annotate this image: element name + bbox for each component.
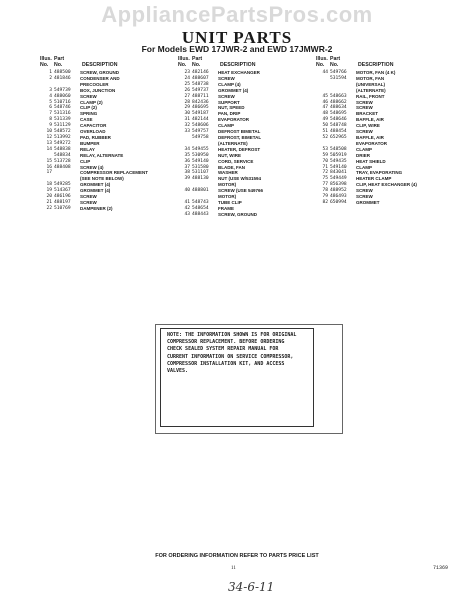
part-description: NUT (USE W/531594: [218, 176, 262, 182]
part-description: BLADE, FAN: [218, 164, 245, 170]
part-description: NUT, SPEED: [218, 105, 245, 111]
part-description: GROMMET (4): [80, 182, 111, 188]
part-description: HEATER, DEFROST: [218, 146, 261, 152]
part-number: 549435: [330, 158, 347, 164]
illus-number: 52: [322, 134, 328, 140]
part-number: 486196: [54, 194, 71, 200]
illus-number: 35: [184, 152, 190, 158]
document-code: 71369: [433, 565, 449, 571]
note-frame: [155, 324, 343, 434]
illus-number: 24: [184, 75, 190, 81]
part-number: 548838: [54, 146, 71, 152]
part-description: WASHER: [218, 170, 238, 176]
illus-number: 22: [46, 205, 52, 211]
part-number: 481846: [54, 75, 71, 81]
illus-number: 32: [184, 123, 190, 129]
illus-number: 46: [322, 99, 328, 105]
part-description: (ALTERNATE): [218, 140, 248, 146]
part-description: MOTOR): [218, 182, 237, 188]
part-number: 650994: [330, 199, 347, 205]
part-description: CONDENSER AND: [80, 75, 120, 81]
part-number: 548746: [54, 105, 71, 111]
header-part: Part: [192, 56, 203, 62]
header-no: No.: [178, 62, 187, 69]
header-description: DESCRIPTION: [82, 62, 118, 69]
part-number: 548654: [192, 205, 209, 211]
illus-number: 50: [322, 123, 328, 129]
part-number: 482146: [192, 70, 209, 75]
note-line: VALVES.: [167, 368, 189, 375]
part-description: CORD, SERVICE: [218, 158, 254, 164]
illus-number: 5: [49, 99, 52, 105]
illus-number: 33: [184, 129, 190, 135]
part-number: 488454: [330, 129, 347, 135]
part-description: DAMPENER (2): [80, 205, 113, 211]
part-number: 549140: [330, 164, 347, 170]
part-number: 488130: [192, 176, 209, 182]
part-number: 488662: [330, 99, 347, 105]
part-number: 549272: [54, 140, 71, 146]
part-number: 488634: [330, 105, 347, 111]
part-number: 488607: [192, 75, 209, 81]
part-description: BAFFLE, AIR: [356, 117, 384, 123]
parts-column-1: [40, 56, 190, 212]
parts-column-3: [316, 56, 466, 206]
part-description: CLIP (2): [80, 105, 97, 111]
illus-number: 15: [46, 158, 52, 164]
part-description: CAPACITOR: [80, 123, 107, 129]
part-number: 842436: [192, 99, 209, 105]
part-description: GROMMET: [356, 199, 380, 205]
illus-number: 31: [184, 117, 190, 123]
part-number: 548834: [54, 152, 71, 158]
part-description: (UNIVERSAL): [356, 81, 385, 87]
part-number: 531129: [54, 123, 71, 129]
part-description: DEFROST BIMETAL: [218, 129, 261, 135]
part-number: 549187: [192, 111, 209, 117]
page-number: 11: [231, 566, 236, 571]
illus-number: 29: [184, 105, 190, 111]
part-number: 549285: [54, 182, 71, 188]
part-number: 548663: [330, 93, 347, 99]
part-number: 488711: [192, 93, 209, 99]
illus-number: 23: [184, 70, 190, 75]
part-description: SCREW (USE 549766: [218, 188, 264, 194]
part-description: SCREW: [80, 199, 97, 205]
illus-number: 27: [184, 93, 190, 99]
parts-column-2: [178, 56, 328, 218]
column-header: [316, 56, 466, 70]
part-description: SCREW: [80, 194, 97, 200]
note-line: CURRENT INFORMATION ON SERVICE COMPRESSOR,: [167, 353, 294, 360]
ordering-footer: FOR ORDERING INFORMATION REFER TO PARTS PRICE LIST: [155, 553, 319, 559]
illus-number: 79: [322, 194, 328, 200]
part-description: BOX, JUNCTION: [80, 87, 116, 93]
part-number: 548508: [330, 146, 347, 152]
part-description: SCREW, GROUND: [218, 211, 258, 217]
part-number: 549455: [192, 146, 209, 152]
part-number: 549449: [330, 176, 347, 182]
part-description: SCREW: [80, 93, 97, 99]
illus-number: 42: [184, 205, 190, 211]
part-number: 488500: [54, 70, 71, 75]
part-description: SCREW: [356, 99, 373, 105]
illus-number: 82: [322, 199, 328, 205]
part-number: 488408: [54, 164, 71, 170]
header-part: Part: [330, 56, 341, 62]
illus-number: 47: [322, 105, 328, 111]
part-description: RELAY, ALTERNATE: [80, 152, 124, 158]
note-line: COMPRESSOR REPLACEMENT. BEFORE ORDERING: [167, 339, 285, 346]
illus-number: 48: [322, 111, 328, 117]
part-number: 488952: [330, 188, 347, 194]
illus-number: 7: [49, 111, 52, 117]
part-number: 488060: [54, 93, 71, 99]
part-number: 549758: [192, 134, 209, 140]
column-header: [40, 56, 190, 70]
part-number: 488443: [192, 211, 209, 217]
page-subtitle: For Models EWD 17JWR-2 and EWD 17JMWR-2: [141, 44, 333, 54]
part-number: 488197: [54, 199, 71, 205]
illus-number: 37: [184, 164, 190, 170]
illus-number: 28: [184, 99, 190, 105]
part-number: 513728: [54, 158, 71, 164]
illus-number: 10: [46, 129, 52, 135]
illus-number: 12: [46, 134, 52, 140]
part-row: [40, 206, 190, 212]
part-description: EVAPORATOR: [356, 140, 388, 146]
part-description: SCREW: [218, 75, 235, 81]
illus-number: 59: [322, 152, 328, 158]
part-number: 513992: [54, 134, 71, 140]
part-description: PRECOOLER: [80, 81, 109, 87]
part-description: COMPRESSOR REPLACEMENT: [80, 170, 149, 176]
part-number: 486493: [330, 194, 347, 200]
part-number: 548646: [330, 117, 347, 123]
illus-number: 26: [184, 87, 190, 93]
illus-number: 17: [46, 170, 52, 176]
illus-number: 51: [322, 129, 328, 135]
part-description: CASE: [80, 117, 93, 123]
part-description: CLAMP (2): [80, 99, 103, 105]
part-description: PAD, RUBBER: [80, 134, 111, 140]
part-description: BAFFLE, AIR: [356, 134, 384, 140]
illus-number: 71: [322, 164, 328, 170]
illus-number: 43: [184, 211, 190, 217]
part-number: 548743: [192, 199, 209, 205]
illus-number: 8: [49, 117, 52, 123]
illus-number: 25: [184, 81, 190, 87]
part-description: (SEE NOTE BELOW): [80, 176, 124, 182]
header-description: DESCRIPTION: [358, 62, 394, 69]
part-number: 652965: [330, 134, 347, 140]
illus-number: 6: [49, 105, 52, 111]
part-number: 549739: [54, 87, 71, 93]
illus-number: 75: [322, 176, 328, 182]
part-number: 505919: [330, 152, 347, 158]
part-number: 531316: [54, 111, 71, 117]
illus-number: 72: [322, 170, 328, 176]
illus-number: 13: [46, 140, 52, 146]
illus-number: 4: [49, 93, 52, 99]
note-line: COMPRESSOR INSTALLATION KIT, AND ACCESS: [167, 360, 285, 367]
watermark: AppliancePartsPros.com: [101, 2, 373, 27]
part-description: HEAT SHIELD: [356, 158, 386, 164]
illus-number: 20: [46, 194, 52, 200]
part-row: [178, 212, 328, 218]
illus-number: 14: [46, 146, 52, 152]
part-description: BRACKET: [356, 111, 378, 117]
part-number: 510769: [54, 205, 71, 211]
header-illus: Illus.: [40, 56, 52, 62]
part-number: 482144: [192, 117, 209, 123]
header-no-2: No.: [330, 62, 339, 69]
part-number: 548572: [54, 129, 71, 135]
page-title: UNIT PARTS: [181, 28, 293, 47]
part-description: SCREW (4): [80, 164, 104, 170]
part-description: SPRING: [80, 111, 98, 117]
illus-number: 77: [322, 182, 328, 188]
illus-number: 53: [322, 146, 328, 152]
part-description: BUMPER: [80, 140, 100, 146]
part-number: 548748: [330, 123, 347, 129]
part-number: 843041: [330, 170, 347, 176]
part-description: CLIP: [80, 158, 91, 164]
part-description: SUPPORT: [218, 99, 240, 105]
illus-number: 49: [322, 117, 328, 123]
part-row: [316, 200, 466, 206]
illus-number: 36: [184, 158, 190, 164]
part-number: 531594: [330, 75, 347, 81]
part-description: CLAMP (4): [218, 81, 241, 87]
part-description: OVERLOAD: [80, 129, 106, 135]
part-description: HEATER CLAMP: [356, 176, 392, 182]
part-description: TRAY, EVAPORATING: [356, 170, 403, 176]
part-number: 488801: [192, 188, 209, 194]
handwritten-note: 34-6-11: [228, 580, 275, 594]
part-description: PAN, DRIP: [218, 111, 241, 117]
header-part: Part: [54, 56, 65, 62]
part-description: SCREW: [356, 194, 373, 200]
part-description: NUT, WIRE: [218, 152, 241, 158]
part-description: MOTOR, FAN: [356, 75, 385, 81]
part-description: GROMMET (4): [80, 188, 111, 194]
illus-number: 41: [184, 199, 190, 205]
illus-number: 19: [46, 188, 52, 194]
column-header: [178, 56, 328, 70]
illus-number: 44: [322, 70, 328, 75]
part-number: 856398: [330, 182, 347, 188]
illus-number: 16: [46, 164, 52, 170]
part-description: RAIL, FRONT: [356, 93, 385, 99]
part-description: MOTOR): [218, 194, 237, 200]
part-number: 531580: [192, 164, 209, 170]
part-description: CLIP, HEAT EXCHANGER (4): [356, 182, 417, 188]
part-number: 549766: [330, 70, 347, 75]
header-no-2: No.: [54, 62, 63, 69]
part-description: DRIER: [356, 152, 371, 158]
part-number: 510716: [54, 99, 71, 105]
illus-number: 21: [46, 199, 52, 205]
part-description: FRAME: [218, 205, 234, 211]
illus-number: 40: [184, 188, 190, 194]
header-illus: Illus.: [178, 56, 190, 62]
part-description: SCREW: [218, 93, 235, 99]
part-description: TUBE CLIP: [218, 199, 242, 205]
part-description: CLAMP: [356, 146, 372, 152]
part-description: SCREW: [356, 105, 373, 111]
header-no: No.: [316, 62, 325, 69]
header-no-2: No.: [192, 62, 201, 69]
part-number: 549140: [192, 158, 209, 164]
illus-number: 70: [322, 158, 328, 164]
part-number: 548695: [330, 111, 347, 117]
part-description: CLIP, WIRE: [356, 123, 380, 129]
illus-number: 3: [49, 87, 52, 93]
header-description: DESCRIPTION: [220, 62, 256, 69]
part-number: 531339: [54, 117, 71, 123]
illus-number: 45: [322, 93, 328, 99]
part-number: 530950: [192, 152, 209, 158]
header-no: No.: [40, 62, 49, 69]
part-description: EVAPORATOR: [218, 117, 250, 123]
note-box: [160, 328, 314, 427]
part-description: HEAT EXCHANGER: [218, 70, 260, 75]
illus-number: 1: [49, 70, 52, 75]
header-illus: Illus.: [316, 56, 328, 62]
part-description: GROMMET (4): [218, 87, 249, 93]
part-number: 531107: [192, 170, 209, 176]
illus-number: 38: [184, 170, 190, 176]
part-number: 486695: [192, 105, 209, 111]
part-number: 549737: [192, 87, 209, 93]
part-description: SCREW: [356, 188, 373, 194]
part-number: 548606: [192, 123, 209, 129]
note-line: NOTE: THE INFORMATION SHOWN IS FOR ORIGINAL: [167, 332, 297, 338]
illus-number: 2: [49, 75, 52, 81]
part-number: 548738: [192, 81, 209, 87]
part-description: (ALTERNATE): [356, 87, 386, 93]
illus-number: 39: [184, 176, 190, 182]
part-number: 514367: [54, 188, 71, 194]
part-description: RELAY: [80, 146, 95, 152]
part-description: CLAMP: [218, 123, 234, 129]
illus-number: 9: [49, 123, 52, 129]
part-number: 549757: [192, 129, 209, 135]
illus-number: 78: [322, 188, 328, 194]
illus-number: 30: [184, 111, 190, 117]
illus-number: 18: [46, 182, 52, 188]
illus-number: 34: [184, 146, 190, 152]
part-description: CLAMP: [356, 164, 372, 170]
part-description: DEFROST, BIMETAL: [218, 134, 262, 140]
part-description: SCREW: [356, 129, 373, 135]
part-description: MOTOR, FAN (4 K): [356, 70, 396, 75]
part-description: SCREW, GROUND: [80, 70, 120, 75]
note-line: CHECK SEALED SYSTEM REPAIR MANUAL FOR: [167, 346, 279, 353]
